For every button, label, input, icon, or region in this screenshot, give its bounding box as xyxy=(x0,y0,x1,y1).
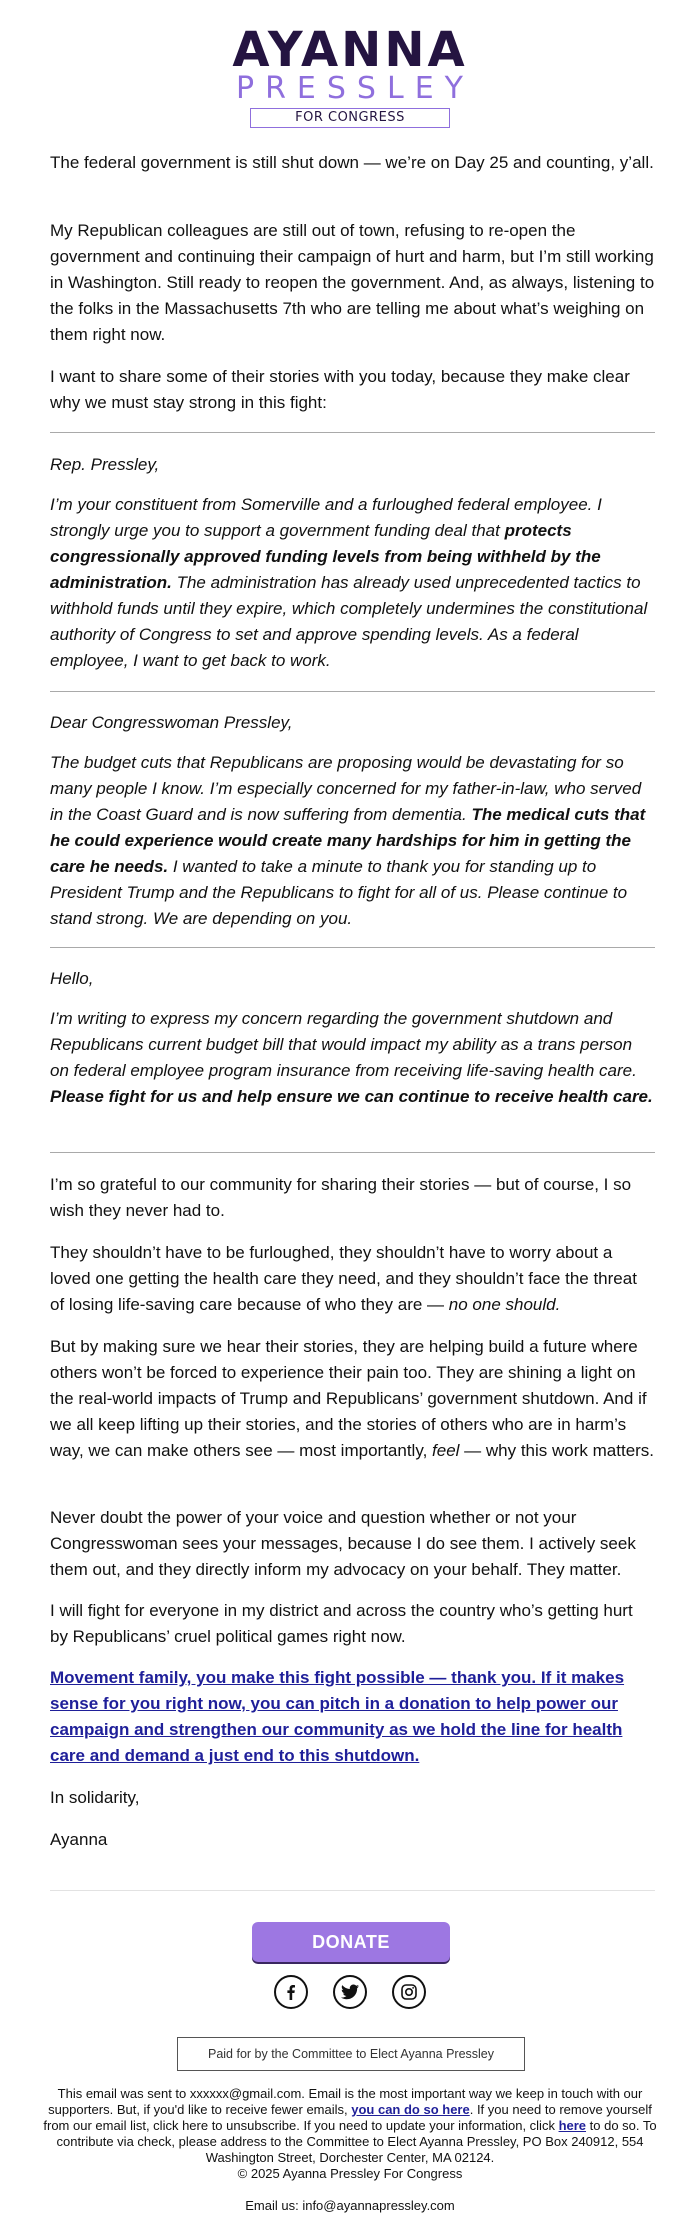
footer-notice xyxy=(40,2086,660,2166)
logo-surname: PRESSLEY xyxy=(236,71,474,106)
instagram-icon[interactable] xyxy=(392,1975,426,2009)
donation-cta-link[interactable] xyxy=(50,1665,655,1769)
intro-paragraph-3: I want to share some of their stories with you today, because they make clear why we must stay strong in this fight: xyxy=(50,367,630,412)
story-1-greeting: Rep. Pressley, xyxy=(50,455,160,474)
story-3-text xyxy=(50,1006,655,1110)
story-3-text-a: I’m writing to express my concern regarding the government shutdown and Republicans current budget bill that would impact my ability as a trans person on federal employee program insurance from receiving life-saving health care. xyxy=(50,1009,637,1080)
donate-button[interactable]: DONATE xyxy=(252,1922,450,1962)
logo-tagline: FOR CONGRESS xyxy=(250,108,450,128)
body-paragraph-3-emphasis: feel xyxy=(432,1441,460,1460)
story-2-text-b: I wanted to take a minute to thank you for standing up to President Trump and the Republicans to fight for all of us. Please continue to stand strong. We are depending on you. xyxy=(50,857,628,928)
body-paragraph-1: I’m so grateful to our community for sharing their stories — but of course, I so wish they never had to. xyxy=(50,1175,632,1220)
paid-for-disclaimer: Paid for by the Committee to Elect Ayanna Pressley xyxy=(177,2037,525,2071)
fewer-emails-link[interactable]: you can do so here xyxy=(351,2102,470,2117)
body-paragraph-2 xyxy=(50,1240,655,1318)
body-paragraph-2-emphasis: no one should. xyxy=(448,1295,561,1314)
body-paragraph-3-text-a: But by making sure we hear their stories, they are helping build a future where others won’t be forced to experience their pain too. They are shining a light on the real-world impacts of Trump and Republicans’ government shutdown. And if we all keep lifting up their stories, and the stories of others who are in harm’s way, we can make others see — most importantly, xyxy=(50,1337,647,1460)
campaign-logo[interactable] xyxy=(0,22,700,128)
contact-email[interactable]: Email us: info@ayannapressley.com xyxy=(245,2198,455,2213)
story-1-highlight: protects congressionally approved funding levels from being withheld by the administration. xyxy=(50,521,601,592)
divider xyxy=(50,691,655,692)
intro-paragraph-1: The federal government is still shut down — we’re on Day 25 and counting, y’all. xyxy=(50,153,654,172)
body-paragraph-3 xyxy=(50,1334,655,1464)
logo-name: AYANNA xyxy=(232,22,468,78)
divider xyxy=(50,1152,655,1153)
footer-divider xyxy=(50,1890,655,1891)
facebook-icon[interactable] xyxy=(274,1975,308,2009)
story-3-greeting: Hello, xyxy=(50,969,94,988)
body-paragraph-5: I will fight for everyone in my district and across the country who’s getting hurt by Republicans’ cruel political games right now. xyxy=(50,1601,633,1646)
signoff: In solidarity, xyxy=(50,1788,140,1807)
story-3-highlight: Please fight for us and help ensure we can continue to receive health care. xyxy=(50,1087,653,1106)
twitter-icon[interactable] xyxy=(333,1975,367,2009)
intro-paragraph-2: My Republican colleagues are still out of town, refusing to re-open the government and continuing their campaign of hurt and harm, but I’m still working in Washington. Still ready to reopen the government. And, as always, listening to the folks in the Massachusetts 7th who are telling me about what’s weighing on them right now. xyxy=(50,221,655,344)
body-paragraph-4: Never doubt the power of your voice and question whether or not your Congresswoman sees your messages, because I do see them. I actively seek them out, and they directly inform my advocacy on your behalf. They matter. xyxy=(50,1508,636,1579)
story-1-text-b: The administration has already used unprecedented tactics to withhold funds until they expire, which completely undermines the constitutional authority of Congress to set and approve spending levels. As a federal employee, I want to get back to work. xyxy=(50,573,648,670)
story-1-text xyxy=(50,492,655,674)
story-2-text xyxy=(50,750,655,932)
body-paragraph-2-text: They shouldn’t have to be furloughed, they shouldn’t have to worry about a loved one getting the health care they need, and they shouldn’t face the threat of losing life-saving care because of who they are — xyxy=(50,1243,637,1314)
donation-cta-text[interactable]: Movement family, you make this fight possible — thank you. If it makes sense for you right now, you can pitch in a donation to help power our campaign and strengthen our community as we hold the line for health care and demand a just end to this shutdown. xyxy=(50,1668,625,1765)
divider xyxy=(50,432,655,433)
body-paragraph-3-text-b: — why this work matters. xyxy=(459,1441,655,1460)
story-2-text-a: The budget cuts that Republicans are proposing would be devastating for so many people I know. I’m especially concerned for my father-in-law, who served in the Coast Guard and is now suffering from dementia. xyxy=(50,753,642,824)
copyright: © 2025 Ayanna Pressley For Congress xyxy=(237,2166,463,2181)
divider xyxy=(50,947,655,948)
story-2-highlight: The medical cuts that he could experience would create many hardships for him in getting the care he needs. xyxy=(50,805,646,876)
footer-text-1: This email was sent to xxxxxx@gmail.com. Email is the most important way we keep in touch with our supporters. But, if you'd like to receive fewer emails, xyxy=(48,2086,643,2117)
signature: Ayanna xyxy=(50,1830,108,1849)
footer-text-2: . If you need to remove yourself from our email list, click here to unsubscribe. If you need to update your information, click xyxy=(43,2102,652,2133)
footer-text-3: to do so. To contribute via check, please address to the Committee to Elect Ayanna Pressley, PO Box 240912, 554 Washington Street, Dorchester Center, MA 02124. xyxy=(56,2118,657,2165)
story-1-text-a: I’m your constituent from Somerville and a furloughed federal employee. I strongly urge you to support a government funding deal that xyxy=(50,495,602,540)
story-2-greeting: Dear Congresswoman Pressley, xyxy=(50,713,293,732)
update-info-link[interactable]: here xyxy=(558,2118,587,2133)
